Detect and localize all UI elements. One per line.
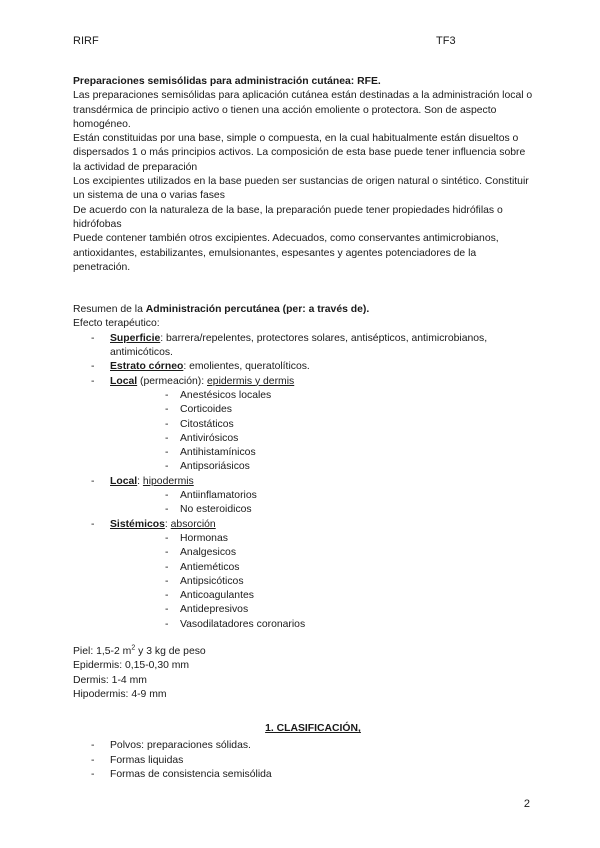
- effect-target: absorción: [170, 518, 216, 530]
- effect-desc: : barrera/repelentes, protectores solares, antisépticos, antimicrobianos, antimicóticos.: [110, 332, 488, 359]
- effect-mid: (permeación):: [137, 375, 208, 387]
- piel-text: Piel: 1,5-2 m: [73, 645, 132, 657]
- sub-item: - Antihistamínicos: [110, 446, 533, 460]
- sub-item: - Antipsoriásicos: [110, 460, 533, 474]
- measure-line: Hipodermis: 4-9 mm: [73, 688, 167, 700]
- effect-item-superficie: [73, 332, 533, 361]
- effect-term: Estrato córneo: [110, 361, 184, 373]
- sub-item: - Corticoides: [110, 403, 533, 417]
- intro-paragraph: De acuerdo con la naturaleza de la base, la preparación puede tener propiedades hidrófilas o hidrófobas: [73, 204, 503, 230]
- sub-item: - Analgesicos: [110, 546, 533, 560]
- effect-mid: :: [137, 475, 143, 487]
- intro-paragraph: Las preparaciones semisólidas para aplicación cutánea están destinadas a la administración local o transdérmica de principio activo o tienen una acción emoliente o protectora. Son de aspecto homogéneo.: [73, 90, 533, 130]
- effect-term: Local: [110, 375, 138, 387]
- effect-target: hipodermis: [142, 475, 194, 487]
- effect-term: Superficie: [110, 332, 161, 344]
- sub-list: [110, 389, 533, 475]
- effect-desc: : emolientes, queratolíticos.: [183, 361, 310, 373]
- sub-list: [110, 489, 533, 518]
- effect-item-estrato: [73, 360, 533, 374]
- measure-piel: [73, 645, 533, 659]
- measure-line: Dermis: 1-4 mm: [73, 674, 147, 686]
- intro-paragraph: Están constituidas por una base, simple o compuesta, en la cual habitualmente están disueltos o dispersados 1 o más principios activos. La composición de esta base puede tener influencia sobre la actividad de preparación: [73, 133, 526, 173]
- effect-label: Efecto terapéutico:: [73, 318, 160, 330]
- effect-target: epidermis y dermis: [207, 375, 295, 387]
- effect-item-local-hipodermis: [73, 475, 533, 518]
- sub-item: - Anestésicos locales: [110, 389, 533, 403]
- sub-item: - Anticoagulantes: [110, 589, 533, 603]
- classification-item: - Polvos: preparaciones sólidas.: [73, 739, 533, 753]
- page-number: 2: [523, 798, 530, 810]
- effect-term: Local: [110, 475, 138, 487]
- summary-heading: [73, 303, 533, 317]
- sub-item: - Antipsicóticos: [110, 575, 533, 589]
- sub-list: [110, 532, 533, 632]
- piel-superscript: 2: [131, 644, 136, 652]
- effect-item-local-dermis: [73, 375, 533, 475]
- sub-item: - Vasodilatadores coronarios: [110, 618, 533, 632]
- intro-paragraph: Puede contener también otros excipientes. Adecuados, como conservantes antimicrobianos, antioxidantes, estabilizantes, emulsionantes, espesantes y agentes potenciadores de la penetración.: [73, 233, 499, 273]
- effect-mid: :: [164, 518, 171, 530]
- effect-term: Sistémicos: [110, 518, 165, 530]
- intro-paragraph: Los excipientes utilizados en la base pueden ser sustancias de origen natural o sintético. Constituir un sistema de una o varias fases: [73, 176, 529, 202]
- sub-item: - Antieméticos: [110, 561, 533, 575]
- summary-prefix: Resumen de la: [73, 304, 146, 316]
- classification-heading: 1. CLASIFICACIÓN,: [265, 723, 361, 735]
- summary-title: Administración percutánea (per: a través de).: [145, 304, 370, 316]
- header-left: RIRF: [73, 35, 99, 47]
- classification-item: - Formas liquidas: [73, 754, 533, 768]
- measure-line: Epidermis: 0,15-0,30 mm: [73, 660, 190, 672]
- sub-item: - No esteroidicos: [110, 503, 533, 517]
- sub-item: - Antidepresivos: [110, 603, 533, 617]
- document-body: [73, 75, 533, 782]
- classification-item: - Formas de consistencia semisólida: [73, 768, 533, 782]
- sub-item: - Antivirósicos: [110, 432, 533, 446]
- effect-item-sistemicos: [73, 518, 533, 632]
- piel-text-end: y 3 kg de peso: [135, 645, 206, 657]
- sub-item: - Antiinflamatorios: [110, 489, 533, 503]
- classification-list: [73, 739, 533, 782]
- sub-item: - Citostáticos: [110, 418, 533, 432]
- header-right: TF3: [436, 35, 456, 47]
- sub-item: - Hormonas: [110, 532, 533, 546]
- intro-title: Preparaciones semisólidas para administración cutánea: RFE.: [73, 76, 381, 87]
- effects-list: [73, 332, 533, 632]
